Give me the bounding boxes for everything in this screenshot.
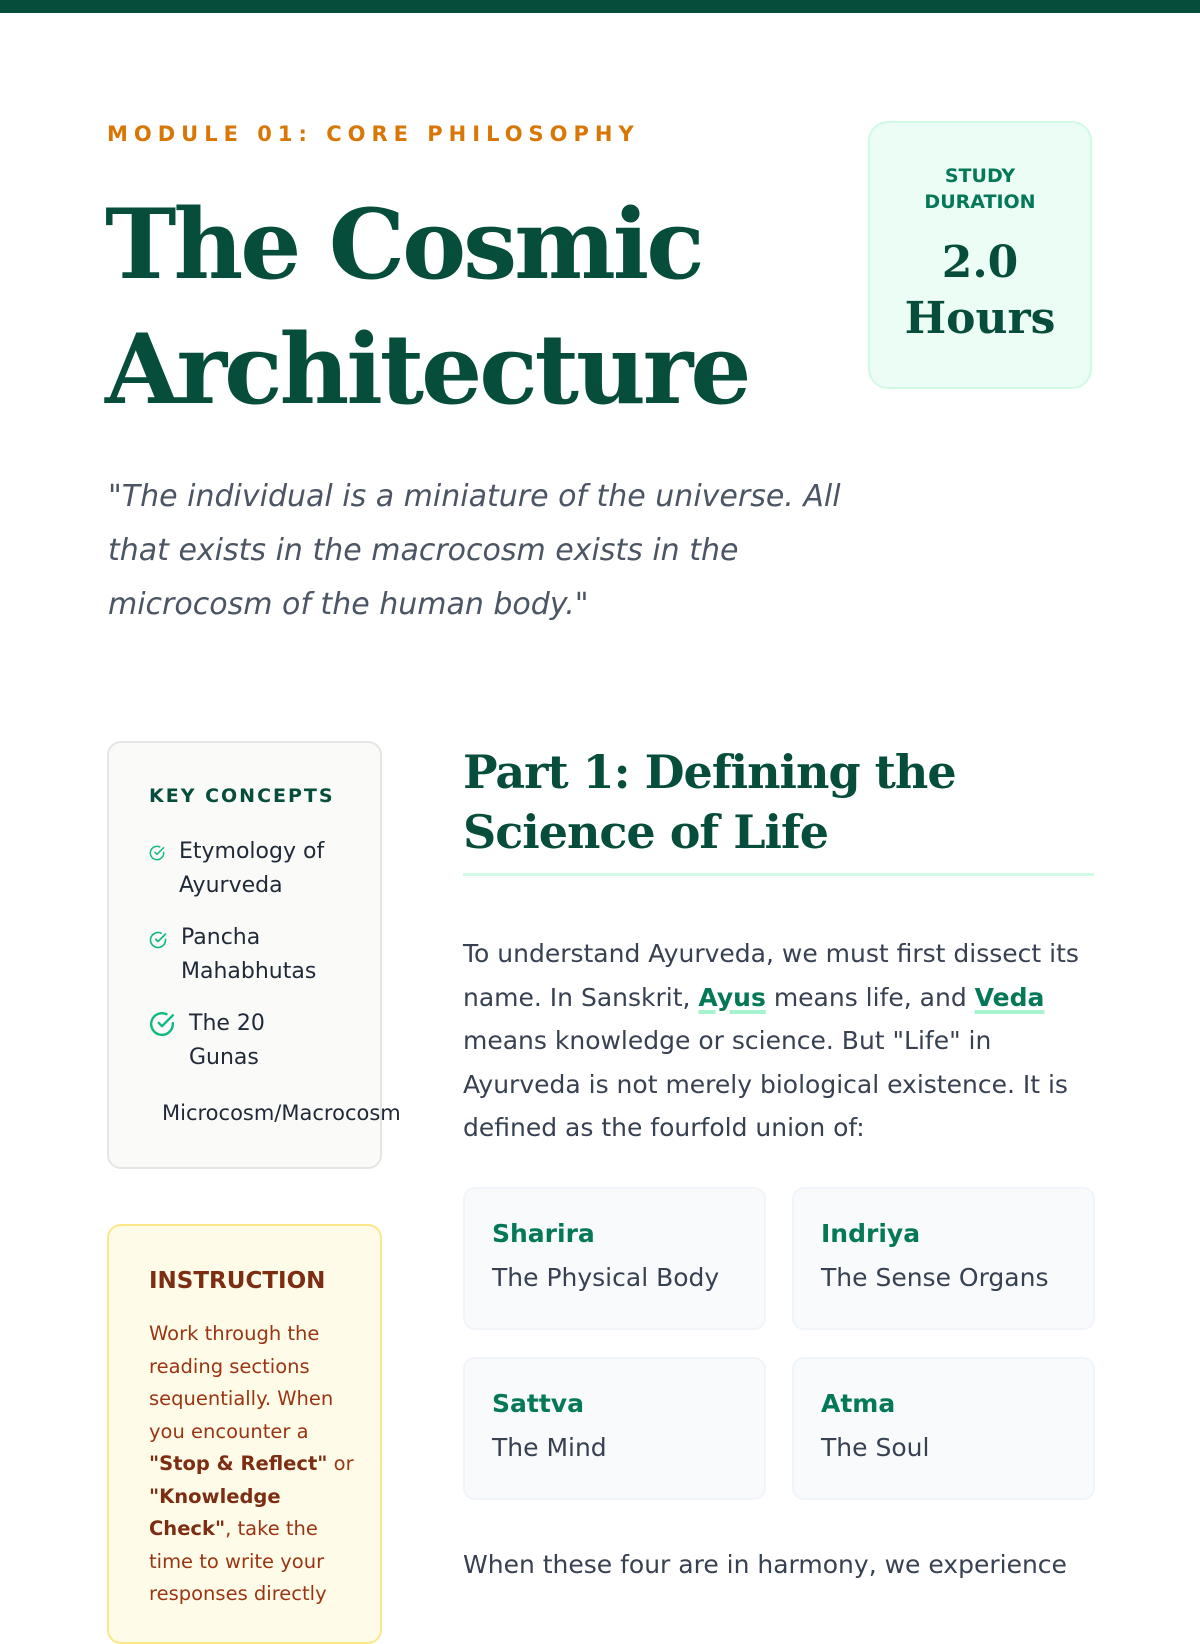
union-desc: The Mind [492, 1433, 607, 1462]
union-name: Sattva [492, 1389, 584, 1418]
study-duration-value [870, 235, 1090, 347]
knowledge-check-highlight: "Knowledge Check" [149, 1484, 281, 1540]
union-desc: The Sense Organs [821, 1263, 1049, 1292]
check-circle-icon [149, 931, 167, 949]
instruction-text-2: or [333, 1452, 354, 1475]
union-card-sharira [463, 1187, 766, 1330]
para-text-1: To understand Ayurveda, we must first dissect its name. In Sanskrit, [463, 939, 1079, 1012]
duration-unit: Hours [904, 293, 1056, 344]
concept-item [162, 1096, 401, 1130]
instruction-text-3: , take the time to write your responses directly [149, 1517, 327, 1605]
study-duration-card [868, 121, 1092, 389]
instruction-text [149, 1318, 354, 1611]
term-veda: Veda [974, 982, 1045, 1012]
check-circle-icon [149, 845, 165, 861]
part1-heading: Part 1: Defining the Science of Life [463, 745, 956, 859]
union-card-sattva [463, 1357, 766, 1500]
union-card-atma [792, 1357, 1095, 1500]
para-text-2: means life, and [773, 982, 967, 1012]
module-label: MODULE 01: CORE PHILOSOPHY [107, 122, 640, 146]
instruction-title: INSTRUCTION [149, 1268, 326, 1294]
part1-paragraph-2: When these four are in harmony, we experience [463, 1550, 1067, 1579]
part1-paragraph [463, 932, 1103, 1150]
concept-label: Pancha Mahabhutas [181, 925, 317, 984]
union-card-indriya [792, 1187, 1095, 1330]
key-concepts-heading: KEY CONCEPTS [149, 785, 335, 807]
title-line-2: Architecture [105, 313, 749, 426]
union-desc: The Soul [821, 1433, 930, 1462]
key-concepts-card [107, 741, 401, 1169]
study-duration-label: STUDY DURATION [924, 165, 1036, 213]
union-name: Atma [821, 1389, 896, 1418]
duration-number: 2.0 [941, 237, 1019, 288]
union-name: Sharira [492, 1219, 595, 1248]
concept-label: The 20 Gunas [189, 1011, 265, 1070]
intro-quote: "The individual is a miniature of the universe. All that exists in the macrocosm exists in the microcosm of the human body." [108, 479, 841, 622]
union-desc: The Physical Body [492, 1263, 720, 1292]
stop-reflect-highlight: "Stop & Reflect" [149, 1452, 328, 1475]
term-ayus: Ayus [698, 982, 766, 1012]
para-text-3: means knowledge or science. But "Life" in Ayurveda is not merely biological existence. It is defined as the fourfold union of: [463, 1026, 1068, 1142]
concept-item [149, 835, 359, 903]
top-accent-bar [0, 0, 1200, 13]
concept-label: Microcosm/Macrocosm [162, 1101, 401, 1125]
concept-item [149, 1007, 359, 1075]
union-name: Indriya [821, 1219, 921, 1248]
instruction-text-1: Work through the reading sections sequentially. When you encounter a [149, 1322, 334, 1443]
check-circle-icon [149, 1011, 175, 1037]
part1-divider [463, 873, 1094, 876]
page-title [105, 182, 825, 432]
instruction-card [107, 1224, 382, 1644]
concept-item [149, 921, 359, 989]
title-line-1: The Cosmic [105, 188, 702, 301]
concept-label: Etymology of Ayurveda [179, 839, 325, 898]
